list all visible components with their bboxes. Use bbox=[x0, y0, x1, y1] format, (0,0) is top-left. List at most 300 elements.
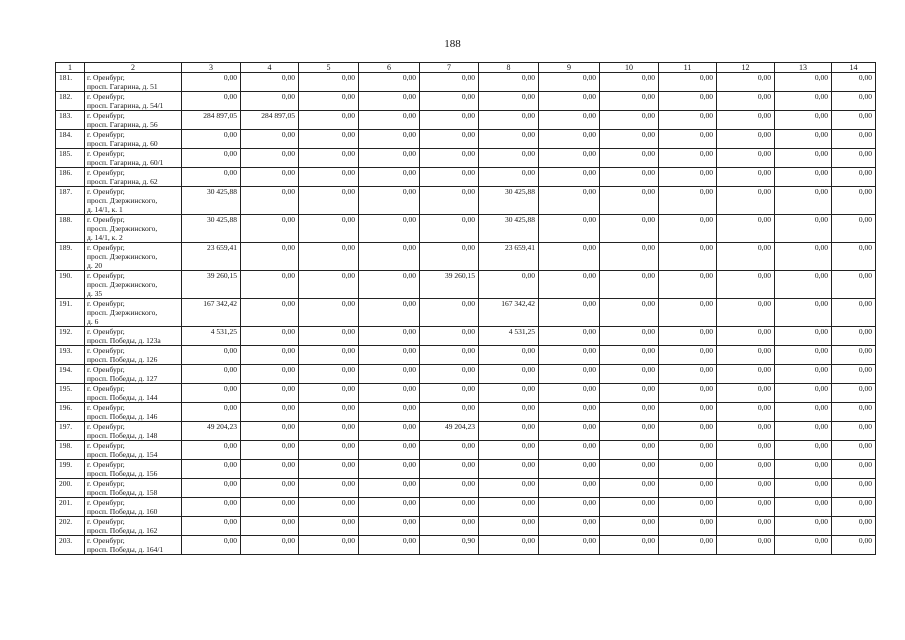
value-cell: 0,00 bbox=[241, 517, 299, 536]
value-cell: 0,00 bbox=[832, 111, 876, 130]
row-number: 184. bbox=[56, 130, 85, 149]
value-cell: 0,00 bbox=[241, 130, 299, 149]
value-cell: 0,00 bbox=[299, 384, 359, 403]
value-cell: 0,00 bbox=[775, 346, 832, 365]
row-number: 188. bbox=[56, 215, 85, 243]
value-cell: 0,00 bbox=[479, 479, 539, 498]
value-cell: 0,00 bbox=[832, 422, 876, 441]
value-cell: 0,00 bbox=[359, 441, 420, 460]
value-cell: 0,00 bbox=[359, 422, 420, 441]
value-cell: 0,00 bbox=[182, 130, 241, 149]
value-cell: 0,00 bbox=[717, 479, 775, 498]
value-cell: 0,00 bbox=[832, 299, 876, 327]
row-number: 189. bbox=[56, 243, 85, 271]
value-cell: 167 342,42 bbox=[182, 299, 241, 327]
value-cell: 0,00 bbox=[539, 441, 600, 460]
address-line: просп. Гагарина, д. 60/1 bbox=[87, 158, 164, 167]
value-cell: 0,00 bbox=[241, 479, 299, 498]
value-cell: 0,00 bbox=[420, 479, 479, 498]
value-cell: 0,00 bbox=[182, 149, 241, 168]
address-cell bbox=[85, 168, 182, 187]
value-cell: 0,00 bbox=[600, 243, 659, 271]
row-number: 187. bbox=[56, 187, 85, 215]
value-cell: 0,00 bbox=[539, 92, 600, 111]
address-cell bbox=[85, 243, 182, 271]
value-cell: 0,00 bbox=[359, 403, 420, 422]
value-cell: 0,00 bbox=[359, 327, 420, 346]
value-cell: 0,00 bbox=[659, 168, 717, 187]
value-cell: 0,00 bbox=[539, 149, 600, 168]
value-cell: 0,00 bbox=[600, 168, 659, 187]
value-cell: 0,00 bbox=[182, 498, 241, 517]
row-number: 194. bbox=[56, 365, 85, 384]
table-row bbox=[56, 498, 876, 517]
value-cell: 0,00 bbox=[299, 149, 359, 168]
address-line: г. Оренбург, bbox=[87, 346, 125, 355]
value-cell: 0,00 bbox=[775, 271, 832, 299]
value-cell: 0,00 bbox=[832, 460, 876, 479]
address-line: г. Оренбург, bbox=[87, 187, 125, 196]
value-cell: 0,00 bbox=[775, 327, 832, 346]
address-line: просп. Победы, д. 144 bbox=[87, 393, 158, 402]
address-line: д. 6 bbox=[87, 317, 99, 326]
value-cell: 0,00 bbox=[479, 498, 539, 517]
table-row bbox=[56, 365, 876, 384]
value-cell: 0,00 bbox=[241, 403, 299, 422]
value-cell: 0,00 bbox=[420, 92, 479, 111]
value-cell: 0,00 bbox=[832, 271, 876, 299]
address-line: г. Оренбург, bbox=[87, 243, 125, 252]
value-cell: 0,00 bbox=[359, 73, 420, 92]
value-cell: 39 260,15 bbox=[182, 271, 241, 299]
address-cell bbox=[85, 187, 182, 215]
value-cell: 0,00 bbox=[241, 149, 299, 168]
value-cell: 0,00 bbox=[717, 111, 775, 130]
value-cell: 0,00 bbox=[479, 73, 539, 92]
value-cell: 0,00 bbox=[717, 536, 775, 555]
address-cell bbox=[85, 441, 182, 460]
value-cell: 0,00 bbox=[539, 346, 600, 365]
address-line: г. Оренбург, bbox=[87, 498, 125, 507]
value-cell: 0,00 bbox=[775, 460, 832, 479]
address-line: д. 20 bbox=[87, 261, 103, 270]
value-cell: 0,00 bbox=[539, 479, 600, 498]
address-cell bbox=[85, 384, 182, 403]
value-cell: 0,00 bbox=[241, 299, 299, 327]
address-cell bbox=[85, 498, 182, 517]
value-cell: 0,00 bbox=[775, 498, 832, 517]
value-cell: 0,00 bbox=[241, 365, 299, 384]
value-cell: 23 659,41 bbox=[182, 243, 241, 271]
value-cell: 0,00 bbox=[182, 384, 241, 403]
value-cell: 0,00 bbox=[659, 536, 717, 555]
value-cell: 4 531,25 bbox=[479, 327, 539, 346]
value-cell: 0,00 bbox=[182, 73, 241, 92]
value-cell: 0,00 bbox=[600, 73, 659, 92]
value-cell: 0,00 bbox=[539, 187, 600, 215]
value-cell: 0,00 bbox=[299, 460, 359, 479]
value-cell: 0,00 bbox=[717, 271, 775, 299]
value-cell: 0,00 bbox=[659, 479, 717, 498]
value-cell: 0,00 bbox=[775, 384, 832, 403]
column-header: 7 bbox=[420, 63, 479, 73]
value-cell: 0,00 bbox=[359, 92, 420, 111]
value-cell: 0,00 bbox=[420, 403, 479, 422]
value-cell: 0,00 bbox=[600, 92, 659, 111]
value-cell: 0,00 bbox=[659, 243, 717, 271]
row-number: 191. bbox=[56, 299, 85, 327]
value-cell: 0,00 bbox=[299, 130, 359, 149]
address-line: просп. Гагарина, д. 62 bbox=[87, 177, 158, 186]
value-cell: 0,00 bbox=[775, 215, 832, 243]
value-cell: 0,00 bbox=[717, 187, 775, 215]
value-cell: 0,00 bbox=[539, 73, 600, 92]
value-cell: 0,00 bbox=[539, 498, 600, 517]
value-cell: 0,00 bbox=[299, 517, 359, 536]
value-cell: 0,00 bbox=[832, 365, 876, 384]
value-cell: 0,00 bbox=[659, 384, 717, 403]
column-header: 1 bbox=[56, 63, 85, 73]
value-cell: 0,00 bbox=[775, 299, 832, 327]
value-cell: 0,00 bbox=[420, 215, 479, 243]
value-cell: 0,00 bbox=[299, 271, 359, 299]
value-cell: 0,00 bbox=[600, 422, 659, 441]
address-line: г. Оренбург, bbox=[87, 271, 125, 280]
value-cell: 0,00 bbox=[832, 168, 876, 187]
value-cell: 0,00 bbox=[775, 130, 832, 149]
value-cell: 0,00 bbox=[359, 346, 420, 365]
column-header: 11 bbox=[659, 63, 717, 73]
value-cell: 0,00 bbox=[420, 243, 479, 271]
address-line: просп. Дзержинского, bbox=[87, 308, 158, 317]
value-cell: 0,00 bbox=[241, 92, 299, 111]
value-cell: 0,00 bbox=[659, 271, 717, 299]
value-cell: 0,00 bbox=[717, 498, 775, 517]
value-cell: 0,00 bbox=[299, 365, 359, 384]
value-cell: 0,00 bbox=[359, 517, 420, 536]
value-cell: 0,00 bbox=[299, 111, 359, 130]
value-cell: 0,00 bbox=[832, 243, 876, 271]
row-number: 196. bbox=[56, 403, 85, 422]
table-row bbox=[56, 92, 876, 111]
value-cell: 0,00 bbox=[600, 149, 659, 168]
data-table bbox=[55, 62, 876, 555]
value-cell: 0,00 bbox=[479, 149, 539, 168]
value-cell: 0,00 bbox=[832, 149, 876, 168]
table-row bbox=[56, 299, 876, 327]
value-cell: 0,00 bbox=[600, 187, 659, 215]
value-cell: 0,00 bbox=[832, 479, 876, 498]
address-cell bbox=[85, 111, 182, 130]
value-cell: 0,00 bbox=[420, 460, 479, 479]
address-line: просп. Победы, д. 126 bbox=[87, 355, 158, 364]
value-cell: 0,00 bbox=[659, 299, 717, 327]
value-cell: 0,00 bbox=[600, 299, 659, 327]
table-row bbox=[56, 403, 876, 422]
address-line: просп. Победы, д. 156 bbox=[87, 469, 158, 478]
value-cell: 0,00 bbox=[539, 299, 600, 327]
address-line: г. Оренбург, bbox=[87, 149, 125, 158]
value-cell: 0,00 bbox=[299, 168, 359, 187]
value-cell: 0,00 bbox=[659, 365, 717, 384]
value-cell: 30 425,88 bbox=[182, 215, 241, 243]
address-line: просп. Победы, д. 160 bbox=[87, 507, 158, 516]
value-cell: 0,00 bbox=[420, 327, 479, 346]
value-cell: 0,00 bbox=[420, 149, 479, 168]
value-cell: 0,00 bbox=[299, 479, 359, 498]
address-line: просп. Победы, д. 123а bbox=[87, 336, 161, 345]
value-cell: 0,00 bbox=[717, 460, 775, 479]
value-cell: 0,00 bbox=[659, 460, 717, 479]
value-cell: 0,00 bbox=[299, 299, 359, 327]
value-cell: 0,00 bbox=[182, 365, 241, 384]
table-row bbox=[56, 384, 876, 403]
value-cell: 0,00 bbox=[600, 327, 659, 346]
address-cell bbox=[85, 215, 182, 243]
value-cell: 0,00 bbox=[241, 73, 299, 92]
value-cell: 0,00 bbox=[241, 243, 299, 271]
table-row bbox=[56, 517, 876, 536]
value-cell: 0,00 bbox=[182, 168, 241, 187]
address-line: г. Оренбург, bbox=[87, 168, 125, 177]
value-cell: 0,00 bbox=[775, 422, 832, 441]
value-cell: 0,00 bbox=[479, 422, 539, 441]
value-cell: 0,00 bbox=[600, 498, 659, 517]
row-number: 202. bbox=[56, 517, 85, 536]
column-header: 10 bbox=[600, 63, 659, 73]
value-cell: 0,00 bbox=[479, 365, 539, 384]
value-cell: 0,00 bbox=[539, 271, 600, 299]
table-row bbox=[56, 327, 876, 346]
address-line: г. Оренбург, bbox=[87, 130, 125, 139]
row-number: 192. bbox=[56, 327, 85, 346]
value-cell: 0,00 bbox=[775, 243, 832, 271]
value-cell: 0,00 bbox=[832, 441, 876, 460]
address-cell bbox=[85, 271, 182, 299]
address-line: г. Оренбург, bbox=[87, 403, 125, 412]
value-cell: 0,00 bbox=[420, 365, 479, 384]
value-cell: 0,00 bbox=[600, 271, 659, 299]
value-cell: 30 425,88 bbox=[479, 215, 539, 243]
address-line: г. Оренбург, bbox=[87, 299, 125, 308]
address-line: г. Оренбург, bbox=[87, 479, 125, 488]
value-cell: 0,00 bbox=[359, 498, 420, 517]
page-number: 188 bbox=[444, 38, 461, 50]
value-cell: 0,00 bbox=[539, 168, 600, 187]
value-cell: 0,00 bbox=[182, 92, 241, 111]
value-cell: 0,00 bbox=[241, 187, 299, 215]
value-cell: 0,00 bbox=[775, 479, 832, 498]
address-cell bbox=[85, 517, 182, 536]
address-cell bbox=[85, 73, 182, 92]
address-cell bbox=[85, 149, 182, 168]
table-row bbox=[56, 149, 876, 168]
value-cell: 0,00 bbox=[182, 460, 241, 479]
table-row bbox=[56, 441, 876, 460]
value-cell: 0,00 bbox=[299, 187, 359, 215]
value-cell: 0,00 bbox=[359, 271, 420, 299]
value-cell: 0,00 bbox=[539, 243, 600, 271]
value-cell: 0,00 bbox=[717, 346, 775, 365]
address-line: г. Оренбург, bbox=[87, 215, 125, 224]
value-cell: 0,00 bbox=[420, 111, 479, 130]
value-cell: 0,00 bbox=[539, 111, 600, 130]
address-cell bbox=[85, 130, 182, 149]
value-cell: 0,00 bbox=[832, 403, 876, 422]
value-cell: 49 204,23 bbox=[420, 422, 479, 441]
value-cell: 0,00 bbox=[659, 149, 717, 168]
value-cell: 0,00 bbox=[420, 130, 479, 149]
value-cell: 0,00 bbox=[659, 111, 717, 130]
address-line: г. Оренбург, bbox=[87, 441, 125, 450]
address-cell bbox=[85, 536, 182, 555]
value-cell: 0,00 bbox=[600, 111, 659, 130]
address-cell bbox=[85, 365, 182, 384]
value-cell: 0,90 bbox=[420, 536, 479, 555]
address-cell bbox=[85, 403, 182, 422]
value-cell: 0,00 bbox=[717, 441, 775, 460]
value-cell: 0,00 bbox=[359, 299, 420, 327]
value-cell: 0,00 bbox=[299, 441, 359, 460]
value-cell: 0,00 bbox=[182, 536, 241, 555]
address-line: просп. Дзержинского, bbox=[87, 280, 158, 289]
value-cell: 0,00 bbox=[539, 327, 600, 346]
value-cell: 0,00 bbox=[832, 346, 876, 365]
value-cell: 0,00 bbox=[299, 498, 359, 517]
value-cell: 0,00 bbox=[539, 215, 600, 243]
value-cell: 0,00 bbox=[539, 422, 600, 441]
table-row bbox=[56, 187, 876, 215]
address-line: г. Оренбург, bbox=[87, 422, 125, 431]
value-cell: 0,00 bbox=[479, 130, 539, 149]
value-cell: 0,00 bbox=[717, 168, 775, 187]
value-cell: 0,00 bbox=[420, 168, 479, 187]
value-cell: 0,00 bbox=[832, 187, 876, 215]
value-cell: 0,00 bbox=[717, 384, 775, 403]
value-cell: 0,00 bbox=[182, 403, 241, 422]
value-cell: 0,00 bbox=[717, 215, 775, 243]
value-cell: 0,00 bbox=[717, 517, 775, 536]
address-line: г. Оренбург, bbox=[87, 73, 125, 82]
value-cell: 0,00 bbox=[241, 498, 299, 517]
value-cell: 0,00 bbox=[600, 479, 659, 498]
row-number: 193. bbox=[56, 346, 85, 365]
value-cell: 0,00 bbox=[359, 168, 420, 187]
value-cell: 0,00 bbox=[299, 92, 359, 111]
address-line: просп. Гагарина, д. 56 bbox=[87, 120, 158, 129]
value-cell: 0,00 bbox=[359, 111, 420, 130]
value-cell: 0,00 bbox=[359, 365, 420, 384]
column-header: 6 bbox=[359, 63, 420, 73]
address-cell bbox=[85, 479, 182, 498]
value-cell: 0,00 bbox=[241, 327, 299, 346]
value-cell: 0,00 bbox=[359, 215, 420, 243]
address-line: г. Оренбург, bbox=[87, 384, 125, 393]
value-cell: 0,00 bbox=[359, 479, 420, 498]
value-cell: 0,00 bbox=[832, 384, 876, 403]
address-line: просп. Победы, д. 154 bbox=[87, 450, 158, 459]
value-cell: 0,00 bbox=[717, 422, 775, 441]
row-number: 197. bbox=[56, 422, 85, 441]
value-cell: 0,00 bbox=[182, 346, 241, 365]
address-line: г. Оренбург, bbox=[87, 365, 125, 374]
value-cell: 0,00 bbox=[182, 517, 241, 536]
value-cell: 30 425,88 bbox=[182, 187, 241, 215]
address-line: г. Оренбург, bbox=[87, 327, 125, 336]
value-cell: 0,00 bbox=[241, 384, 299, 403]
value-cell: 284 897,05 bbox=[241, 111, 299, 130]
row-number: 181. bbox=[56, 73, 85, 92]
value-cell: 0,00 bbox=[479, 460, 539, 479]
address-line: г. Оренбург, bbox=[87, 536, 125, 545]
value-cell: 0,00 bbox=[717, 243, 775, 271]
table-row bbox=[56, 536, 876, 555]
value-cell: 0,00 bbox=[659, 73, 717, 92]
row-number: 183. bbox=[56, 111, 85, 130]
address-cell bbox=[85, 299, 182, 327]
value-cell: 0,00 bbox=[241, 168, 299, 187]
value-cell: 0,00 bbox=[182, 479, 241, 498]
value-cell: 0,00 bbox=[600, 346, 659, 365]
address-line: просп. Победы, д. 146 bbox=[87, 412, 158, 421]
address-line: просп. Гагарина, д. 60 bbox=[87, 139, 158, 148]
value-cell: 0,00 bbox=[659, 517, 717, 536]
table-row bbox=[56, 130, 876, 149]
value-cell: 0,00 bbox=[775, 168, 832, 187]
column-header: 3 bbox=[182, 63, 241, 73]
value-cell: 0,00 bbox=[479, 168, 539, 187]
value-cell: 49 204,23 bbox=[182, 422, 241, 441]
value-cell: 0,00 bbox=[832, 536, 876, 555]
table-row bbox=[56, 215, 876, 243]
value-cell: 0,00 bbox=[299, 422, 359, 441]
value-cell: 0,00 bbox=[775, 441, 832, 460]
value-cell: 0,00 bbox=[832, 498, 876, 517]
value-cell: 0,00 bbox=[775, 536, 832, 555]
value-cell: 0,00 bbox=[359, 149, 420, 168]
column-header: 13 bbox=[775, 63, 832, 73]
row-number: 198. bbox=[56, 441, 85, 460]
value-cell: 0,00 bbox=[775, 111, 832, 130]
value-cell: 0,00 bbox=[241, 346, 299, 365]
address-line: просп. Победы, д. 148 bbox=[87, 431, 158, 440]
address-line: просп. Победы, д. 127 bbox=[87, 374, 158, 383]
value-cell: 284 897,05 bbox=[182, 111, 241, 130]
value-cell: 0,00 bbox=[299, 346, 359, 365]
value-cell: 0,00 bbox=[832, 130, 876, 149]
value-cell: 0,00 bbox=[717, 130, 775, 149]
value-cell: 0,00 bbox=[659, 130, 717, 149]
value-cell: 0,00 bbox=[659, 346, 717, 365]
value-cell: 0,00 bbox=[717, 299, 775, 327]
value-cell: 30 425,88 bbox=[479, 187, 539, 215]
value-cell: 0,00 bbox=[420, 346, 479, 365]
row-number: 201. bbox=[56, 498, 85, 517]
value-cell: 0,00 bbox=[832, 517, 876, 536]
value-cell: 167 342,42 bbox=[479, 299, 539, 327]
value-cell: 0,00 bbox=[420, 384, 479, 403]
table-row bbox=[56, 111, 876, 130]
value-cell: 4 531,25 bbox=[182, 327, 241, 346]
row-number: 182. bbox=[56, 92, 85, 111]
value-cell: 0,00 bbox=[717, 403, 775, 422]
address-line: просп. Победы, д. 164/1 bbox=[87, 545, 164, 554]
value-cell: 0,00 bbox=[659, 187, 717, 215]
table-row bbox=[56, 460, 876, 479]
address-line: просп. Дзержинского, bbox=[87, 224, 158, 233]
value-cell: 0,00 bbox=[539, 536, 600, 555]
address-line: г. Оренбург, bbox=[87, 92, 125, 101]
